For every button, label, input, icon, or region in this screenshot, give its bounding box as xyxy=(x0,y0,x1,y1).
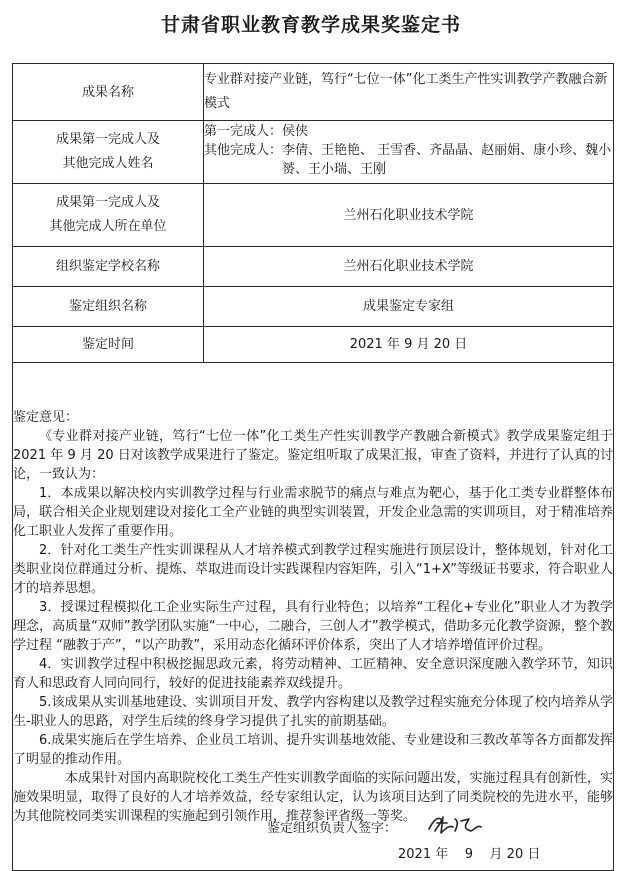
opinion-paragraph-1: 1．本成果以解决校内实训教学过程与行业需求脱节的痛点与难点为靶心，基于化工类专业群整体布局，联合相关企业规划建设对接化工全产业链的典型实训装置，开发企业急需的实训项目，对于精准培养化工职业人发挥了重要作用。 xyxy=(13,485,613,539)
signature-label: 鉴定组织负责人签字： xyxy=(267,821,398,836)
opinion-paragraph-intro: 《专业群对接产业链，笃行“七位一体”化工类生产性实训教学产教融合新模式》教学成果鉴定组于 2021 年 9 月 20 日对该教学成果进行了鉴定。鉴定组听取了成果汇报，审查了资料，并进行了认真的讨论，一致认为： xyxy=(13,428,613,482)
appraisal-form-table xyxy=(12,63,614,871)
opinion-cell xyxy=(13,363,614,871)
label-persons-line2: 其他完成人姓名 xyxy=(62,156,154,171)
value-unit: 兰州石化职业技术学院 xyxy=(204,184,614,247)
opinion-heading: 鉴定意见： xyxy=(13,409,79,425)
first-person-value: 侯侠 xyxy=(282,124,309,139)
opinion-paragraph-conclusion: 本成果针对国内高职院校化工类生产性实训教学面临的实际问题出发，实施过程具有创新性，实施效果明显，取得了良好的人才培养效益，经专家组认定，认为该项目达到了同类院校的先进水平，能够为其他院校同类实训课程的实施起到引领作用，推荐参评省级一等奖。 xyxy=(13,770,613,824)
label-school: 组织鉴定学校名称 xyxy=(13,247,204,287)
row-time xyxy=(13,327,614,363)
other-persons-line xyxy=(204,141,613,179)
other-persons-label: 其他完成人： xyxy=(204,143,283,158)
value-time: 2021 年 9 月 20 日 xyxy=(204,327,614,363)
label-unit-line2: 其他完成人所在单位 xyxy=(49,219,167,234)
row-unit xyxy=(13,184,614,247)
row-org xyxy=(13,287,614,327)
value-achievement-name: 专业群对接产业链，笃行“七位一体”化工类生产性实训教学产教融合新模式 xyxy=(204,64,614,121)
label-unit xyxy=(13,184,204,247)
opinion-paragraph-5: 5.该成果从实训基地建设、实训项目开发、教学内容构建以及教学过程实施充分体现了校内培养从学生-职业人的思路，对学生后续的终身学习提供了扎实的前期基础。 xyxy=(13,694,613,729)
row-persons xyxy=(13,121,614,184)
opinion-paragraph-4: 4．实训教学过程中积极挖掘思政元素，将劳动精神、工匠精神、安全意识深度融入教学环节，知识育人和思政育人同向同行，较好的促进技能素养双线提升。 xyxy=(13,656,613,691)
handwritten-signature xyxy=(425,811,485,837)
label-persons xyxy=(13,121,204,184)
document-title: 甘肃省职业教育教学成果奖鉴定书 xyxy=(160,14,461,36)
value-persons xyxy=(204,121,614,184)
row-school xyxy=(13,247,614,287)
value-school: 兰州石化职业技术学院 xyxy=(204,247,614,287)
other-persons-value: 李倩、王艳艳、 王雪香、齐晶晶、赵丽娟、康小珍、魏小赟、王小瑞、王刚 xyxy=(282,143,612,177)
label-org: 鉴定组织名称 xyxy=(13,287,204,327)
row-opinion xyxy=(13,363,614,871)
first-person-label: 第一完成人： xyxy=(204,124,283,139)
label-persons-line1: 成果第一完成人及 xyxy=(55,132,160,147)
opinion-paragraph-2: 2．针对化工类生产性实训课程从人才培养模式到教学过程实施进行顶层设计，整体规划，针对化工类职业岗位群通过分析、提炼、萃取进而设计实践课程内容矩阵，引入“1+X”等级证书要求，符合职业人才的培养思想。 xyxy=(13,542,614,596)
opinion-paragraph-3: 3．授课过程模拟化工企业实际生产过程，具有行业特色；以培养“工程化+专业化”职业人才为教学理念，高质量“双师”教学团队实施“一中心，二融合，三创人才”教学模式，借助多元化教学资源，整个教学过程 “融教于产”，“以产助教”，采用动态化循环评价体系，突出了人才培养增值评价过程。 xyxy=(13,599,613,653)
opinion-paragraph-6: 6.成果实施后在学生培养、企业员工培训、提升实训基地效能、专业建设和三教改革等各方面都发挥了明显的推动作用。 xyxy=(13,732,613,767)
row-achievement-name xyxy=(13,64,614,121)
value-org: 成果鉴定专家组 xyxy=(204,287,614,327)
label-unit-line1: 成果第一完成人及 xyxy=(55,195,160,210)
signature-date: 2021 年 9 月 20 日 xyxy=(398,847,541,862)
label-time: 鉴定时间 xyxy=(13,327,204,363)
first-person-line xyxy=(204,122,613,141)
label-achievement-name: 成果名称 xyxy=(13,64,204,121)
